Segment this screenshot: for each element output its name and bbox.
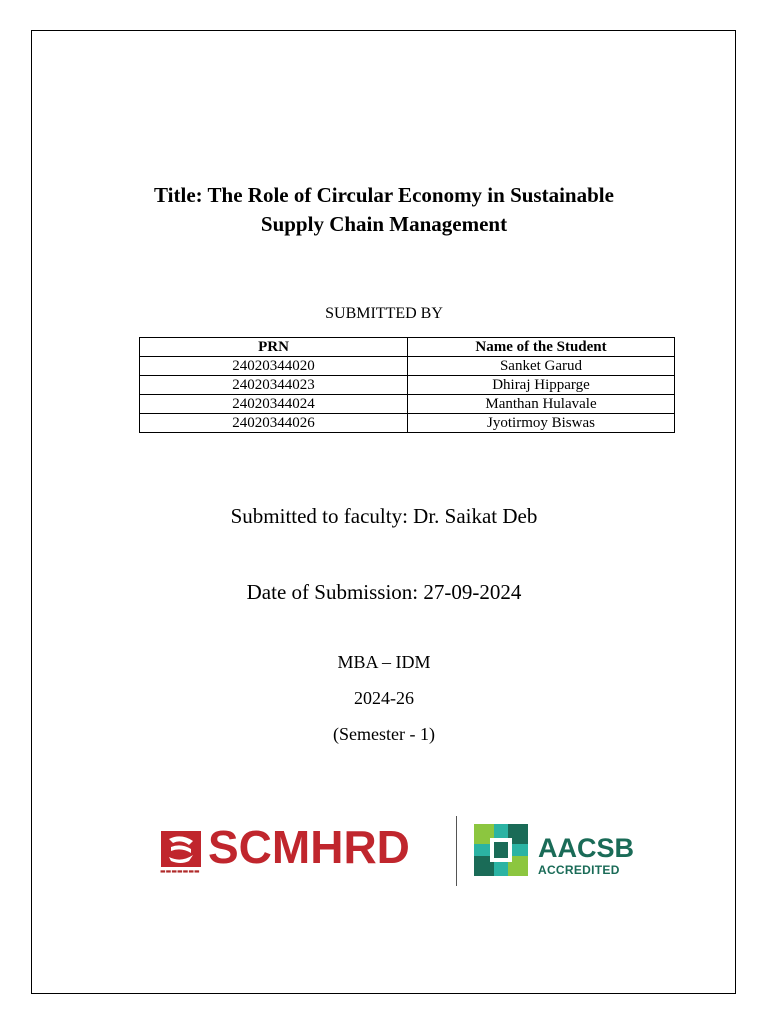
aacsb-emblem-icon bbox=[474, 824, 528, 876]
aacsb-logo-text: AACSB bbox=[538, 833, 635, 863]
table-row bbox=[140, 376, 675, 395]
prn-cell: 24020344023 bbox=[140, 376, 408, 395]
students-table bbox=[139, 337, 675, 433]
header-student-name: Name of the Student bbox=[408, 338, 675, 357]
student-name-cell: Manthan Hulavale bbox=[408, 395, 675, 414]
title-line-2: Supply Chain Management bbox=[260, 212, 508, 236]
student-name-cell: Jyotirmoy Biswas bbox=[408, 414, 675, 433]
table-row bbox=[140, 357, 675, 376]
prn-cell: 24020344026 bbox=[140, 414, 408, 433]
table-row bbox=[140, 414, 675, 433]
header-prn: PRN bbox=[140, 338, 408, 357]
student-name-cell: Sanket Garud bbox=[408, 357, 675, 376]
semester-label: (Semester - 1) bbox=[333, 724, 435, 744]
table-row bbox=[140, 395, 675, 414]
scmhrd-tagline-icon: ▬▬▬▬▬▬▬ bbox=[160, 868, 200, 875]
prn-cell: 24020344024 bbox=[140, 395, 408, 414]
scmhrd-emblem-icon bbox=[161, 831, 201, 867]
faculty-line: Submitted to faculty: Dr. Saikat Deb bbox=[230, 504, 538, 528]
table-header-row bbox=[140, 338, 675, 357]
scmhrd-logo-text: SCMHRD bbox=[208, 821, 410, 873]
prn-cell: 24020344020 bbox=[140, 357, 408, 376]
submission-date: Date of Submission: 27-09-2024 bbox=[246, 580, 522, 604]
logo-strip bbox=[0, 810, 768, 900]
logo-divider bbox=[456, 816, 457, 886]
program-name: MBA – IDM bbox=[337, 652, 431, 672]
title-line-1: Title: The Role of Circular Economy in Sustainable bbox=[154, 183, 614, 207]
academic-year: 2024-26 bbox=[354, 688, 414, 708]
student-name-cell: Dhiraj Hipparge bbox=[408, 376, 675, 395]
document-title bbox=[0, 181, 768, 239]
aacsb-accredited-text: ACCREDITED bbox=[538, 863, 620, 877]
submitted-by-label: SUBMITTED BY bbox=[325, 305, 443, 322]
